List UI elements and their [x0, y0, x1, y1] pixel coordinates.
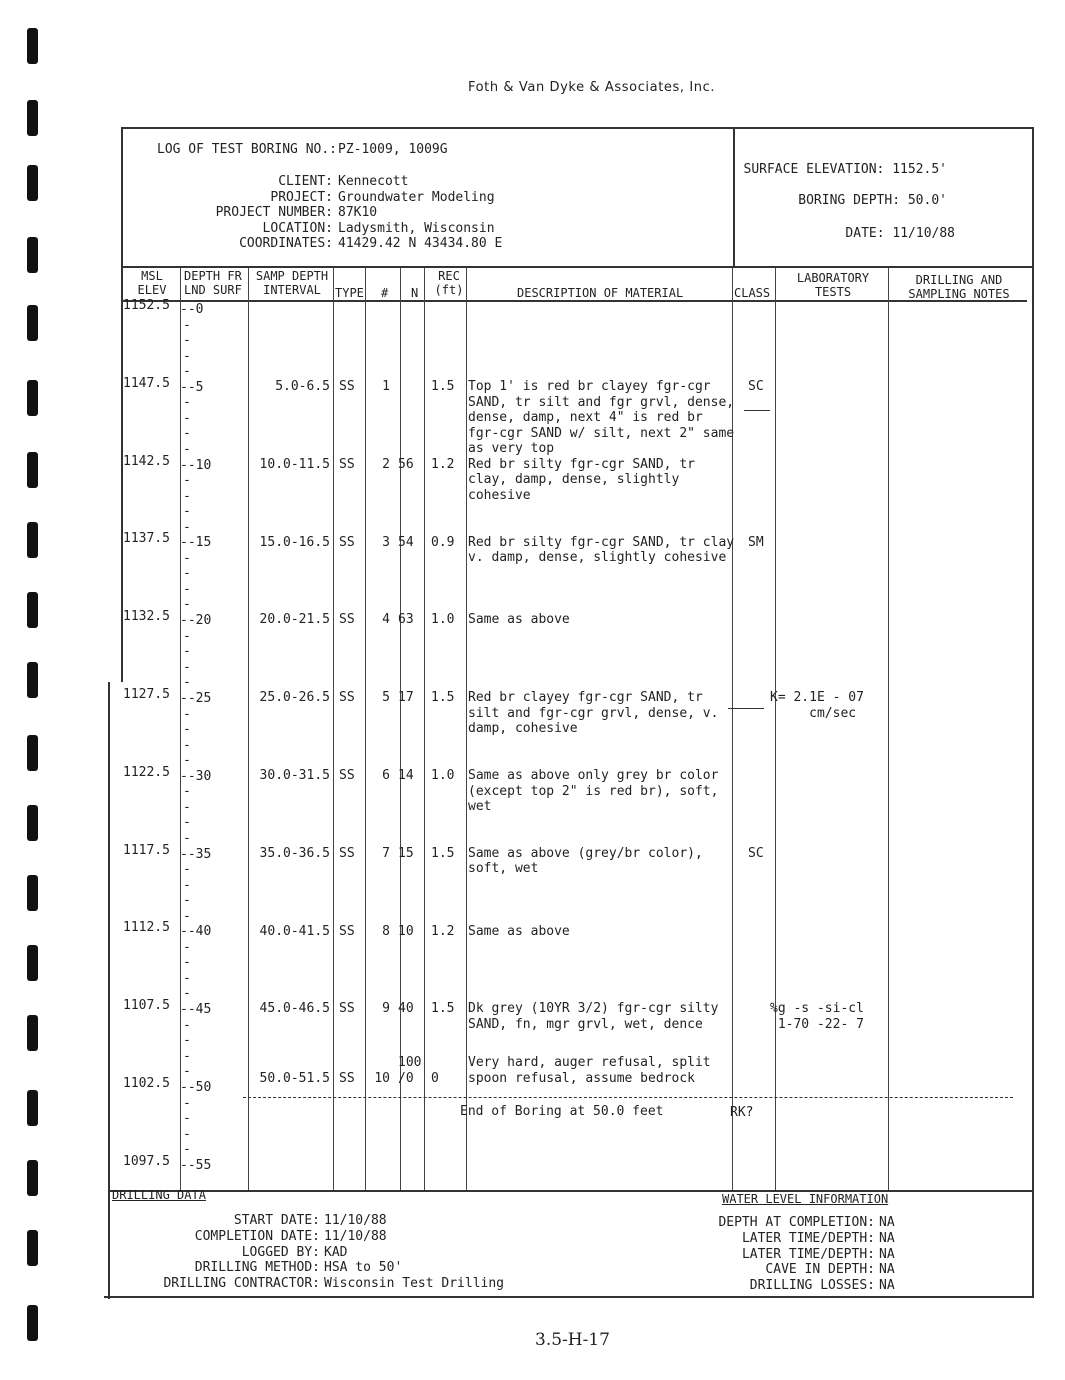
depth-minor-tick: -: [183, 550, 191, 566]
punch-hole: [27, 380, 38, 416]
punch-hole: [27, 522, 38, 558]
soil-class: SC: [748, 845, 764, 861]
column-line: [775, 268, 776, 1190]
drilling-field-label: COMPLETION DATE:: [194, 1228, 320, 1244]
depth-minor-tick: -: [183, 1064, 191, 1080]
depth-minor-tick: -: [183, 830, 191, 846]
col-desc: DESCRIPTION OF MATERIAL: [517, 286, 684, 300]
msl-elevation: 1132.5: [123, 609, 170, 625]
msl-elevation: 1137.5: [123, 531, 170, 547]
project-field-label: CLIENT:: [278, 174, 333, 189]
depth-tick: --5: [180, 379, 204, 395]
depth-minor-tick: -: [183, 566, 191, 582]
depth-minor-tick: -: [183, 1126, 191, 1142]
project-field-label: LOCATION:: [262, 220, 333, 236]
punch-hole: [27, 100, 38, 136]
col-type: TYPE: [335, 286, 364, 300]
depth-minor-tick: -: [183, 1048, 191, 1064]
col-rec: REC (ft): [434, 269, 464, 297]
column-line: [365, 268, 366, 1190]
sample-type: SS: [339, 845, 355, 861]
punch-hole: [27, 1015, 38, 1051]
water-field-label: LATER TIME/DEPTH:: [741, 1230, 875, 1246]
blow-count: 100 /0: [398, 1055, 422, 1086]
depth-tick: --20: [180, 613, 212, 629]
water-field-value: NA: [879, 1246, 895, 1262]
depth-minor-tick: -: [183, 706, 191, 722]
col-depth: DEPTH FR LND SURF: [184, 269, 242, 297]
project-field-label: PROJECT NUMBER:: [215, 205, 333, 220]
depth-minor-tick: -: [183, 1017, 191, 1033]
blow-count: 63: [398, 612, 414, 628]
depth-tick: --55: [180, 1157, 212, 1173]
depth-minor-tick: -: [183, 722, 191, 737]
depth-minor-tick: -: [183, 799, 191, 815]
bedrock-contact-line: [243, 1097, 1013, 1098]
punch-hole: [27, 735, 38, 771]
column-line: [400, 268, 401, 1190]
lab-test: K= 2.1E - 07 cm/sec: [770, 690, 864, 721]
water-field-label: LATER TIME/DEPTH:: [741, 1246, 875, 1262]
drilling-field-value: HSA to 50': [324, 1260, 403, 1276]
sample-number: 10: [374, 1071, 390, 1086]
column-line: [424, 268, 425, 1190]
sample-type: SS: [339, 534, 355, 550]
class-underline: [728, 708, 764, 709]
water-field-value: NA: [879, 1215, 895, 1230]
depth-minor-tick: -: [183, 364, 191, 379]
water-field-label: DRILLING LOSSES:: [749, 1278, 875, 1294]
drilling-field-label: START DATE:: [233, 1213, 320, 1228]
sample-interval: 45.0-46.5: [259, 1001, 330, 1017]
depth-minor-tick: -: [183, 908, 191, 924]
recovery: 1.5: [431, 1001, 455, 1017]
msl-elevation: 1142.5: [123, 453, 170, 469]
material-description: Top 1' is red br clayey fgr-cgr SAND, tr silt and fgr grvl, dense, dense, damp, next 4" is red br fgr-cgr SAND w/ silt, next 2" same as very top: [468, 379, 735, 456]
sample-number: 2: [382, 456, 390, 472]
msl-elevation: 1097.5: [123, 1153, 170, 1169]
end-class: RK?: [730, 1105, 754, 1120]
project-field-value: 41429.42 N 43434.80 E: [338, 236, 503, 251]
sample-number: 7: [382, 845, 390, 861]
drilling-field-value: KAD: [324, 1244, 348, 1260]
depth-tick: --25: [180, 691, 212, 706]
sample-type: SS: [339, 1001, 355, 1017]
depth-minor-tick: -: [183, 1033, 191, 1049]
punch-hole: [27, 875, 38, 911]
water-field-value: NA: [879, 1262, 895, 1278]
col-class: CLASS: [734, 286, 771, 300]
punch-hole: [27, 945, 38, 981]
sample-number: 4: [382, 612, 390, 628]
depth-minor-tick: -: [183, 862, 191, 878]
class-underline: [744, 410, 770, 411]
col-lab: LABORATORY TESTS: [796, 271, 870, 299]
material-description: Red br clayey fgr-cgr SAND, tr silt and fgr-cgr grvl, dense, v. damp, cohesive: [468, 690, 719, 737]
depth-minor-tick: -: [183, 893, 191, 909]
depth-minor-tick: -: [183, 333, 191, 348]
blow-count: 14: [398, 768, 414, 783]
frame-left: [121, 127, 123, 682]
punch-hole: [27, 452, 38, 488]
sample-interval: 50.0-51.5: [259, 1071, 330, 1086]
drilling-field-value: 11/10/88: [324, 1213, 387, 1228]
sample-type: SS: [339, 1071, 355, 1086]
msl-elevation: 1112.5: [123, 920, 170, 936]
drilling-field-value: 11/10/88: [324, 1228, 387, 1244]
depth-tick: --50: [180, 1080, 212, 1095]
depth-tick: --15: [180, 535, 212, 551]
depth-minor-tick: -: [183, 939, 191, 955]
depth-tick: --45: [180, 1002, 212, 1018]
depth-minor-tick: -: [183, 815, 191, 831]
frame-bottom: [104, 1296, 1034, 1298]
blow-count: 56: [398, 456, 414, 472]
sample-type: SS: [339, 379, 355, 394]
header-divider: [733, 128, 735, 266]
column-line: [466, 268, 467, 1190]
depth-minor-tick: -: [183, 410, 191, 426]
project-field-label: PROJECT:: [270, 189, 333, 205]
water-field-value: NA: [879, 1230, 895, 1246]
material-description: Same as above: [468, 612, 570, 628]
depth-minor-tick: -: [183, 317, 191, 333]
drilling-field-label: DRILLING METHOD:: [194, 1260, 320, 1276]
depth-minor-tick: -: [183, 395, 191, 411]
sample-type: SS: [339, 768, 355, 783]
project-field-value: Ladysmith, Wisconsin: [338, 220, 495, 236]
drilling-field-label: DRILLING CONTRACTOR:: [163, 1276, 320, 1292]
depth-tick: --35: [180, 846, 212, 862]
end-of-boring: End of Boring at 50.0 feet: [460, 1104, 664, 1119]
material-description: Same as above: [468, 923, 570, 939]
material-description: Very hard, auger refusal, split spoon refusal, assume bedrock: [468, 1055, 711, 1086]
boring-number-label: LOG OF TEST BORING NO.:: [157, 142, 338, 157]
depth-minor-tick: -: [183, 597, 191, 613]
msl-elevation: 1117.5: [123, 842, 170, 858]
sample-number: 1: [382, 379, 390, 394]
summary-field: DATE: 11/10/88: [845, 226, 955, 241]
material-description: Red br silty fgr-cgr SAND, tr clay v. damp, dense, slightly cohesive: [468, 534, 735, 566]
recovery: 1.5: [431, 690, 455, 706]
depth-minor-tick: -: [183, 348, 191, 364]
depth-minor-tick: -: [183, 488, 191, 504]
depth-minor-tick: -: [183, 519, 191, 535]
depth-minor-tick: -: [183, 644, 191, 660]
boring-number-value: PZ-1009, 1009G: [338, 142, 448, 157]
column-line: [333, 268, 334, 1190]
msl-elevation: 1122.5: [123, 764, 170, 780]
sample-number: 3: [382, 534, 390, 550]
punch-hole: [27, 237, 38, 273]
recovery: 1.5: [431, 379, 455, 394]
project-field-value: Groundwater Modeling: [338, 189, 495, 205]
punch-hole: [27, 305, 38, 341]
sample-type: SS: [339, 923, 355, 939]
depth-tick: --0: [180, 302, 204, 317]
drilling-data-title: DRILLING DATA: [112, 1188, 206, 1202]
water-level-title: WATER LEVEL INFORMATION: [722, 1192, 889, 1206]
col-notes: DRILLING AND SAMPLING NOTES: [908, 273, 1010, 301]
depth-minor-tick: -: [183, 1111, 191, 1126]
sample-interval: 40.0-41.5: [259, 923, 330, 939]
punch-hole: [27, 1090, 38, 1126]
blow-count: 10: [398, 923, 414, 939]
punch-hole: [27, 1160, 38, 1196]
drilling-field-value: Wisconsin Test Drilling: [324, 1276, 505, 1292]
recovery: 1.2: [431, 456, 455, 472]
summary-field: BORING DEPTH: 50.0': [798, 193, 947, 208]
punch-hole: [27, 592, 38, 628]
recovery: 1.2: [431, 923, 455, 939]
depth-minor-tick: -: [183, 970, 191, 986]
depth-minor-tick: -: [183, 986, 191, 1002]
depth-minor-tick: -: [183, 504, 191, 520]
depth-tick: --30: [180, 768, 212, 784]
punch-hole: [27, 662, 38, 698]
msl-elevation: 1152.5: [123, 298, 170, 313]
depth-minor-tick: -: [183, 753, 191, 768]
depth-tick: --10: [180, 457, 212, 473]
frame-right: [1032, 127, 1034, 1297]
col-num: #: [381, 286, 389, 300]
sample-number: 8: [382, 923, 390, 939]
column-line: [180, 268, 181, 1190]
page-number: 3.5-H-17: [535, 1330, 610, 1350]
depth-tick: --40: [180, 924, 212, 940]
material-description: Red br silty fgr-cgr SAND, tr clay, damp, dense, slightly cohesive: [468, 456, 695, 503]
depth-minor-tick: -: [183, 675, 191, 691]
depth-minor-tick: -: [183, 581, 191, 597]
sample-type: SS: [339, 456, 355, 472]
recovery: 1.0: [431, 612, 455, 628]
company-name: Foth & Van Dyke & Associates, Inc.: [468, 80, 716, 95]
punch-hole: [27, 1305, 38, 1341]
column-line: [888, 268, 889, 1190]
project-field-value: Kennecott: [338, 174, 409, 189]
punch-hole: [27, 1230, 38, 1266]
sample-number: 5: [382, 690, 390, 706]
col-samp: SAMP DEPTH INTERVAL: [255, 269, 329, 297]
sample-type: SS: [339, 690, 355, 706]
sample-number: 9: [382, 1001, 390, 1017]
depth-minor-tick: -: [183, 628, 191, 644]
frame-left-lower: [108, 682, 110, 1299]
project-field-value: 87K10: [338, 205, 378, 220]
depth-minor-tick: -: [183, 1142, 191, 1157]
punch-hole: [27, 165, 38, 201]
frame-top: [122, 127, 1034, 129]
depth-minor-tick: -: [183, 441, 191, 457]
sample-interval: 5.0-6.5: [275, 379, 330, 394]
summary-field: SURFACE ELEVATION: 1152.5': [743, 162, 947, 177]
punch-hole: [27, 805, 38, 841]
blow-count: 17: [398, 690, 414, 706]
sample-number: 6: [382, 768, 390, 783]
depth-minor-tick: -: [183, 426, 191, 442]
sample-interval: 30.0-31.5: [259, 768, 330, 783]
depth-minor-tick: -: [183, 659, 191, 675]
header-bottom: [122, 266, 1034, 268]
recovery: 0: [431, 1071, 439, 1086]
water-field-value: NA: [879, 1278, 895, 1294]
column-line: [248, 268, 249, 1190]
water-field-label: DEPTH AT COMPLETION:: [718, 1215, 875, 1230]
blow-count: 54: [398, 534, 414, 550]
blow-count: 15: [398, 845, 414, 861]
sample-interval: 20.0-21.5: [259, 612, 330, 628]
msl-elevation: 1107.5: [123, 998, 170, 1014]
material-description: Dk grey (10YR 3/2) fgr-cgr silty SAND, fn, mgr grvl, wet, dence: [468, 1001, 719, 1032]
water-field-label: CAVE IN DEPTH:: [765, 1262, 875, 1278]
depth-minor-tick: -: [183, 473, 191, 489]
sample-type: SS: [339, 612, 355, 628]
sample-interval: 10.0-11.5: [259, 456, 330, 472]
sample-interval: 25.0-26.5: [259, 690, 330, 706]
depth-minor-tick: -: [183, 955, 191, 971]
depth-minor-tick: -: [183, 737, 191, 753]
table-bottom: [109, 1190, 1033, 1192]
recovery: 0.9: [431, 534, 455, 550]
msl-elevation: 1102.5: [123, 1076, 170, 1091]
depth-minor-tick: -: [183, 877, 191, 893]
punch-hole: [27, 28, 38, 64]
recovery: 1.5: [431, 845, 455, 861]
col-n: N: [411, 286, 419, 300]
lab-test: %g -s -si-cl 1-70 -22- 7: [770, 1001, 864, 1032]
material-description: Same as above (grey/br color), soft, wet: [468, 845, 703, 877]
soil-class: SC: [748, 379, 764, 394]
material-description: Same as above only grey br color (except top 2" is red br), soft, wet: [468, 768, 719, 814]
col-msl: MSL ELEV: [137, 269, 167, 297]
msl-elevation: 1147.5: [123, 375, 170, 391]
msl-elevation: 1127.5: [123, 687, 170, 702]
project-field-label: COORDINATES:: [239, 236, 333, 251]
depth-minor-tick: -: [183, 784, 191, 800]
recovery: 1.0: [431, 768, 455, 783]
sample-interval: 15.0-16.5: [259, 534, 330, 550]
sample-interval: 35.0-36.5: [259, 845, 330, 861]
depth-minor-tick: -: [183, 1095, 191, 1111]
drilling-field-label: LOGGED BY:: [241, 1244, 320, 1260]
blow-count: 40: [398, 1001, 414, 1017]
soil-class: SM: [748, 534, 764, 550]
